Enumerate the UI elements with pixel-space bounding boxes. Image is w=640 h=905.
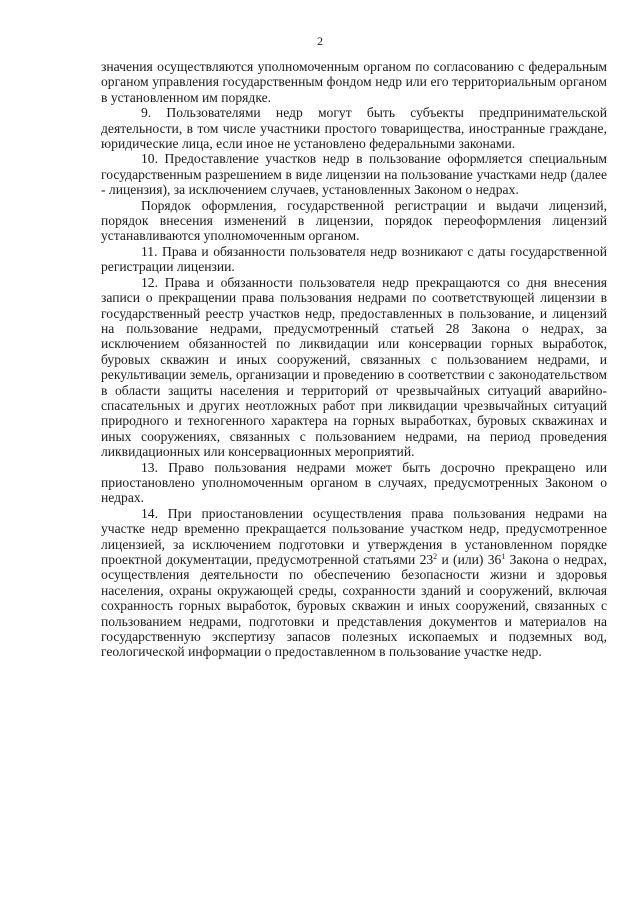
- paragraph-clause-10-order: Порядок оформления, государственной регистрации и выдачи лицензий, порядок внесения изменений в лицензии, порядок переоформления лицензий устанавливаются уполномоченным органом.: [101, 197, 607, 244]
- paragraph-clause-11: 11. Права и обязанности пользователя недр возникают с даты государственной регистрации лицензии.: [101, 243, 607, 275]
- paragraph-clause-14: [101, 506, 607, 660]
- clause-14-text-end: Закона о недрах, осуществления деятельности по обеспечению безопасности жизни и здоровья населения, охраны окружающей среды, сохранности зданий и сооружений, включая сохранность горных выработок, буровых скважин и иных сооружений, связанных с пользованием недрами, подготовки и представления документов и материалов на государственную экспертизу запасов полезных ископаемых и подземных вод, геологической информации о предоставленном в пользование участке недр.: [101, 552, 608, 660]
- article-ref-23-2-superscript: 2: [433, 552, 438, 561]
- document-body: [101, 59, 607, 660]
- paragraph-clause-12: 12. Права и обязанности пользователя недр прекращаются со дня внесения записи о прекращении права пользования недрами по соответствующей лицензии в государственный реестр участков недр, предоставленных в пользование, и лицензий на пользование недрами, предусмотренный статьей 28 Закона о недрах, за исключением обязанностей по ликвидации или консервации горных выработок, буровых скважин и иных сооружений, связанных с пользованием недрами, и рекультивации земель, организации и проведению в соответствии с законодательством в области защиты населения и территорий от чрезвычайных ситуаций аварийно-спасательных и других неотложных работ при ликвидации чрезвычайных ситуаций природного и техногенного характера на горных выработках, буровых скважинах и иных сооружениях, связанных с пользованием недрами, на период проведения ликвидационных или консервационных мероприятий.: [101, 274, 607, 460]
- clause-14-text-between-refs: и (или) 36: [437, 552, 502, 567]
- article-ref-23-2: 23: [419, 552, 434, 567]
- clause-14-text-start: 14. При приостановлении осуществления права пользования недрами на участке недр временно прекращается пользование участком недр, предусмотренное лицензией, за исключением подготовки и утверждения в установленном порядке проектной документации, предусмотренной статьями: [101, 505, 607, 567]
- paragraph-continuation: значения осуществляются уполномоченным органом по согласованию с федеральным органом управления государственным фондом недр или его территориальным органом в установленном им порядке.: [101, 59, 607, 105]
- page-number: 2: [317, 34, 323, 48]
- paragraph-clause-10: 10. Предоставление участков недр в пользование оформляется специальным государственным разрешением в виде лицензии на пользование участками недр (далее - лицензия), за исключением случаев, установленных Законом о недрах.: [101, 151, 607, 198]
- paragraph-clause-13: 13. Право пользования недрами может быть досрочно прекращено или приостановлено уполномоченным органом в случаях, предусмотренных Законом о недрах.: [101, 459, 607, 506]
- article-ref-36-1-superscript: 1: [501, 552, 506, 561]
- paragraph-clause-9: 9. Пользователями недр могут быть субъекты предпринимательской деятельности, в том числе участники простого товарищества, иностранные граждане, юридические лица, если иное не установлено федеральными законами.: [101, 105, 607, 152]
